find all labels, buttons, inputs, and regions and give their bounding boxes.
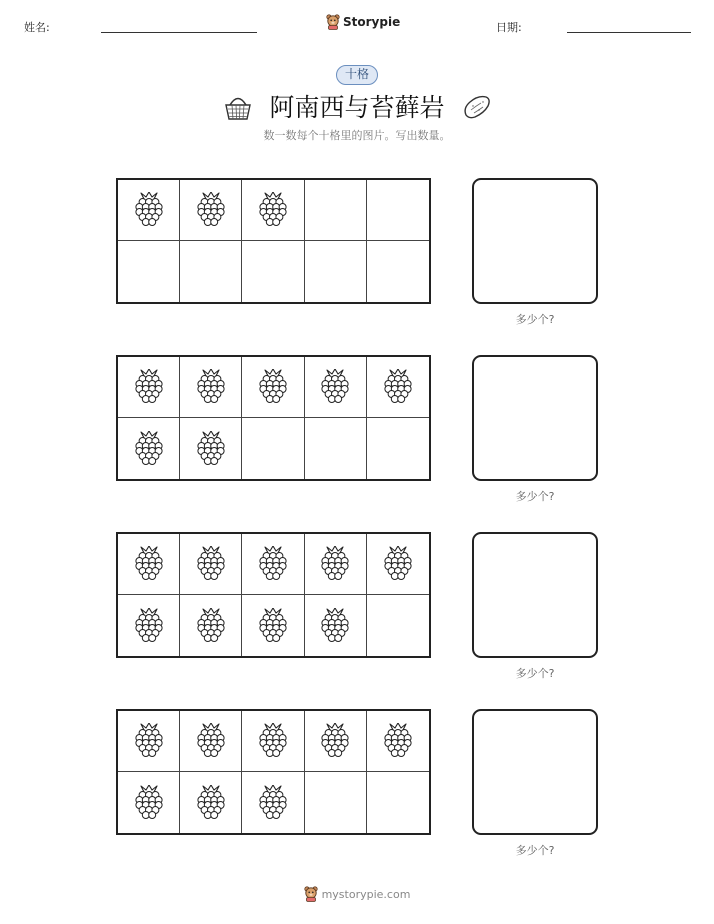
raspberry-icon — [195, 608, 227, 644]
ten-frame — [116, 355, 431, 481]
topic-badge: 十格 — [336, 65, 378, 85]
raspberry-icon — [133, 608, 165, 644]
ten-frame-cell — [305, 180, 367, 241]
ten-frame-cell — [367, 418, 429, 479]
ten-frame-cell — [367, 772, 429, 833]
footer-url[interactable]: mystorypie.com — [321, 887, 411, 901]
ten-frame-cell — [242, 534, 304, 595]
instructions: 数一数每个十格里的图片。写出数量。 — [263, 129, 451, 142]
bear-mascot-icon — [304, 886, 318, 902]
ten-frame-cell — [180, 241, 242, 302]
raspberry-icon — [382, 369, 414, 405]
raspberry-icon — [133, 723, 165, 759]
name-field[interactable] — [101, 32, 257, 33]
ten-frame-cell — [180, 357, 242, 418]
bear-mascot-icon — [326, 14, 340, 30]
ten-frame-cell — [242, 595, 304, 656]
raspberry-icon — [382, 546, 414, 582]
ten-frame-cell — [367, 241, 429, 302]
raspberry-icon — [195, 431, 227, 467]
ten-frame — [116, 178, 431, 304]
raspberry-icon — [319, 608, 351, 644]
raspberry-icon — [257, 369, 289, 405]
raspberry-icon — [133, 369, 165, 405]
ten-frame-cell — [180, 534, 242, 595]
count-prompt: 多少个? — [515, 490, 555, 503]
count-prompt: 多少个? — [515, 313, 555, 326]
ten-frame-cell — [242, 772, 304, 833]
ten-frame-cell — [118, 772, 180, 833]
brand-name: Storypie — [343, 15, 401, 29]
ten-frame-cell — [180, 595, 242, 656]
raspberry-icon — [257, 608, 289, 644]
ten-frame-cell — [367, 180, 429, 241]
raspberry-icon — [195, 723, 227, 759]
ten-frame — [116, 532, 431, 658]
raspberry-icon — [133, 431, 165, 467]
answer-box[interactable] — [472, 709, 598, 835]
ten-frame-cell — [118, 418, 180, 479]
answer-box[interactable] — [472, 178, 598, 304]
raspberry-icon — [133, 546, 165, 582]
ten-frame — [116, 709, 431, 835]
ten-frame-cell — [305, 241, 367, 302]
ten-frame-cell — [305, 534, 367, 595]
ten-frame-cell — [118, 595, 180, 656]
raspberry-icon — [195, 785, 227, 821]
raspberry-icon — [257, 546, 289, 582]
ten-frame-cell — [180, 180, 242, 241]
raspberry-icon — [133, 192, 165, 228]
brand-logo — [326, 14, 400, 30]
raspberry-icon — [382, 723, 414, 759]
ten-frame-cell — [305, 711, 367, 772]
ten-frame-cell — [367, 357, 429, 418]
count-prompt: 多少个? — [515, 667, 555, 680]
sweet-potato-icon — [462, 93, 492, 121]
ten-frame-cell — [305, 772, 367, 833]
ten-frame-cell — [180, 772, 242, 833]
date-label: 日期: — [496, 21, 522, 34]
ten-frame-cell — [242, 357, 304, 418]
raspberry-icon — [257, 723, 289, 759]
ten-frame-cell — [242, 180, 304, 241]
ten-frame-cell — [118, 711, 180, 772]
raspberry-icon — [195, 369, 227, 405]
raspberry-icon — [195, 546, 227, 582]
ten-frame-cell — [242, 241, 304, 302]
ten-frame-cell — [118, 180, 180, 241]
raspberry-icon — [257, 785, 289, 821]
raspberry-icon — [319, 723, 351, 759]
ten-frame-cell — [118, 241, 180, 302]
ten-frame-cell — [305, 357, 367, 418]
ten-frame-cell — [305, 418, 367, 479]
page-title: 阿南西与苔藓岩 — [269, 93, 445, 122]
answer-box[interactable] — [472, 355, 598, 481]
ten-frame-cell — [242, 418, 304, 479]
ten-frame-cell — [180, 711, 242, 772]
count-prompt: 多少个? — [515, 844, 555, 857]
ten-frame-cell — [180, 418, 242, 479]
raspberry-icon — [257, 192, 289, 228]
date-field[interactable] — [567, 32, 691, 33]
ten-frame-cell — [367, 595, 429, 656]
ten-frame-cell — [367, 711, 429, 772]
ten-frame-cell — [118, 534, 180, 595]
footer — [0, 886, 714, 902]
ten-frame-cell — [118, 357, 180, 418]
ten-frame-cell — [242, 711, 304, 772]
answer-box[interactable] — [472, 532, 598, 658]
name-label: 姓名: — [24, 21, 50, 34]
raspberry-icon — [319, 369, 351, 405]
ten-frame-cell — [367, 534, 429, 595]
raspberry-icon — [319, 546, 351, 582]
raspberry-icon — [195, 192, 227, 228]
raspberry-icon — [133, 785, 165, 821]
ten-frame-cell — [305, 595, 367, 656]
